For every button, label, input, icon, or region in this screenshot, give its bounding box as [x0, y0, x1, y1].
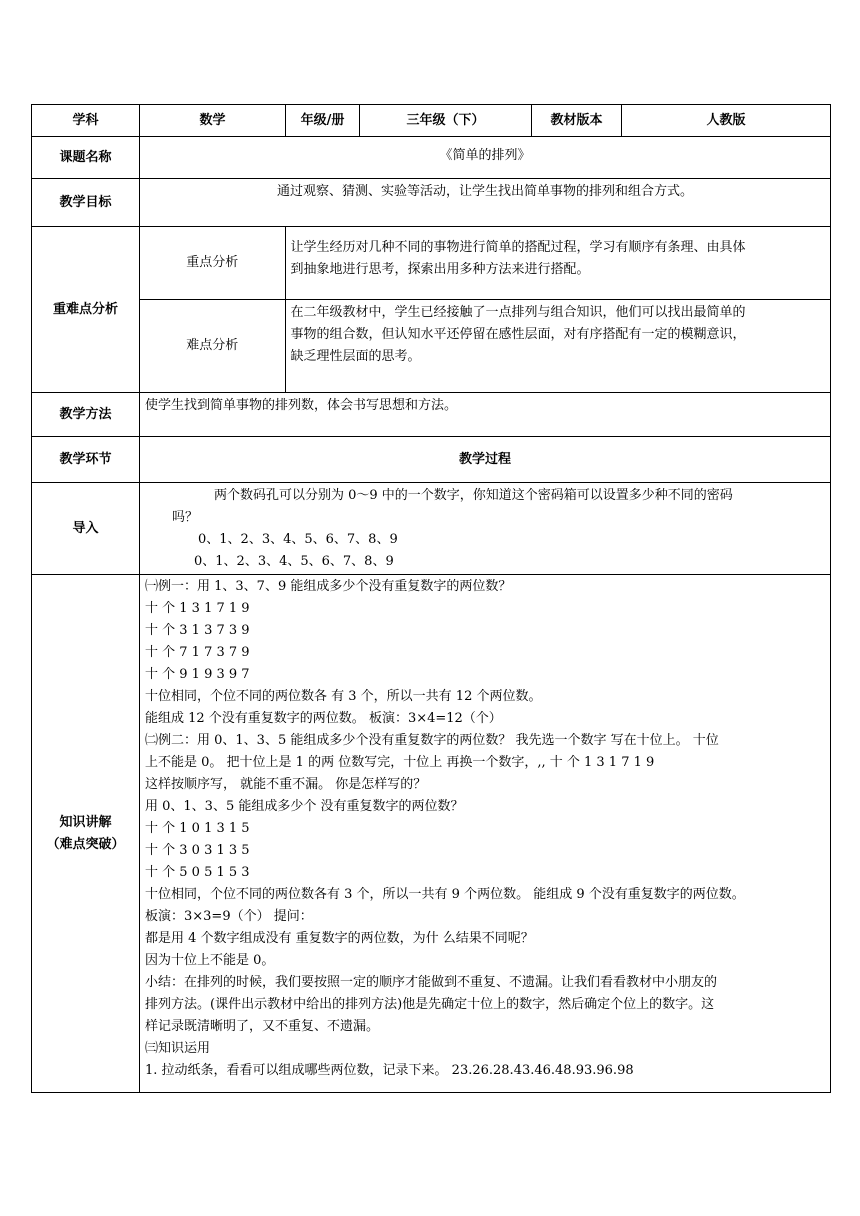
key-analysis-line: 到抽象地进行思考，探索出用多种方法来进行搭配。 [290, 262, 590, 277]
goal-value: 通过观察、猜测、实验等活动，让学生找出简单事物的排列和组合方式。 [140, 179, 831, 227]
knowledge-line: 能组成 12 个没有重复数字的两位数。 板演：3×4=12（个） [145, 711, 502, 726]
knowledge-line: 十位相同，个位不同的两位数各 有 3 个，所以一共有 12 个两位数。 [145, 689, 542, 704]
lesson-plan-page [31, 104, 830, 1093]
knowledge-line: 因为十位上不能是 0。 [145, 953, 275, 968]
knowledge-row [32, 575, 831, 1093]
difficulty-row [32, 227, 831, 393]
edition-label: 教材版本 [532, 105, 622, 137]
knowledge-label-sub: （难点突破） [46, 836, 125, 852]
intro-line: 0、1、2、3、4、5、6、7、8、9 [194, 554, 394, 569]
knowledge-content [140, 575, 831, 1093]
hard-analysis-line: 在二年级教材中，学生已经接触了一点排列与组合知识，他们可以找出最简单的 [290, 304, 746, 320]
process-value: 教学过程 [140, 437, 831, 483]
knowledge-line: ㈠例一：用 1、3、7、9 能组成多少个没有重复数字的两位数？ [145, 579, 512, 594]
knowledge-line: 排列方法。(课件出示教材中给出的排列方法)他是先确定十位上的数字，然后确定个位上的数字。这 [145, 997, 715, 1012]
knowledge-line: 十 个 9 1 9 3 9 7 [145, 667, 250, 682]
hard-analysis-text [285, 299, 830, 392]
intro-row [32, 483, 831, 575]
subject-label: 学科 [32, 105, 140, 137]
knowledge-line: ㈡例二：用 0、1、3、5 能组成多少个没有重复数字的两位数？ 我先选一个数字 写在十位上。 十位 [145, 733, 719, 748]
process-row [32, 437, 831, 483]
intro-line: 两个数码孔可以分别为 0～9 中的一个数字，你知道这个密码箱可以设置多少种不同的密码 [214, 488, 733, 503]
key-analysis-text [285, 227, 830, 299]
knowledge-line: 十 个 1 3 1 7 1 9 [145, 601, 250, 616]
header-row [32, 105, 831, 137]
hard-analysis-line: 缺乏理性层面的思考。 [290, 348, 421, 364]
hard-analysis-label: 难点分析 [140, 299, 285, 392]
knowledge-line: ㈢知识运用 [145, 1041, 211, 1056]
intro-line: 吗？ [172, 510, 199, 525]
knowledge-line: 都是用 4 个数字组成没有 重复数字的两位数，为什 么结果不同呢？ [145, 931, 534, 946]
knowledge-line: 小结：在排列的时候，我们要按照一定的顺序才能做到不重复、不遗漏。让我们看看教材中小朋友的 [145, 975, 718, 990]
knowledge-label-main: 知识讲解 [59, 814, 112, 830]
difficulty-inner-table [140, 227, 830, 392]
knowledge-line: 十位相同，个位不同的两位数各有 3 个，所以一共有 9 个两位数。 能组成 9 个没有重复数字的两位数。 [145, 887, 745, 902]
knowledge-line: 十 个 7 1 7 3 7 9 [145, 645, 250, 660]
topic-row [32, 137, 831, 179]
method-row [32, 393, 831, 437]
difficulty-content [140, 227, 831, 393]
knowledge-line: 十 个 3 0 3 1 3 5 [145, 843, 250, 858]
grade-value: 三年级（下） [360, 105, 532, 137]
edition-value: 人教版 [622, 105, 831, 137]
lesson-plan-table [31, 104, 831, 1093]
hard-analysis-line: 事物的组合数，但认知水平还停留在感性层面，对有序搭配有一定的模糊意识， [290, 326, 746, 342]
knowledge-label [32, 575, 140, 1093]
intro-label: 导入 [32, 483, 140, 575]
method-label: 教学方法 [32, 393, 140, 437]
knowledge-line: 用 0、1、3、5 能组成多少个 没有重复数字的两位数？ [145, 799, 464, 814]
knowledge-line: 十 个 5 0 5 1 5 3 [145, 865, 250, 880]
knowledge-line: 1. 拉动纸条，看看可以组成哪些两位数，记录下来。 23.26.28.43.46.48.93.96.98 [145, 1063, 634, 1078]
knowledge-line: 上不能是 0。 把十位上是 1 的两 位数写完，十位上 再换一个数字，,, 十 个 1 3 1 7 1 9 [145, 755, 655, 770]
goal-label: 教学目标 [32, 179, 140, 227]
knowledge-line: 板演：3×3=9（个） 提问： [145, 909, 313, 924]
intro-line: 0、1、2、3、4、5、6、7、8、9 [198, 532, 398, 547]
knowledge-line: 这样按顺序写， 就能不重不漏。 你是怎样写的？ [145, 777, 427, 792]
intro-content [140, 483, 831, 575]
key-analysis-line: 让学生经历对几种不同的事物进行简单的搭配过程，学习有顺序有条理、由具体 [290, 240, 746, 255]
topic-value: 《简单的排列》 [140, 137, 831, 179]
process-label: 教学环节 [32, 437, 140, 483]
knowledge-line: 十 个 3 1 3 7 3 9 [145, 623, 250, 638]
subject-value: 数学 [140, 105, 286, 137]
knowledge-line: 样记录既清晰明了，又不重复、不遗漏。 [145, 1019, 380, 1034]
goal-row [32, 179, 831, 227]
grade-label: 年级/册 [286, 105, 360, 137]
key-analysis-label: 重点分析 [140, 227, 285, 299]
topic-label: 课题名称 [32, 137, 140, 179]
method-value: 使学生找到简单事物的排列数，体会书写思想和方法。 [140, 393, 831, 437]
difficulty-label: 重难点分析 [32, 227, 140, 393]
knowledge-line: 十 个 1 0 1 3 1 5 [145, 821, 250, 836]
